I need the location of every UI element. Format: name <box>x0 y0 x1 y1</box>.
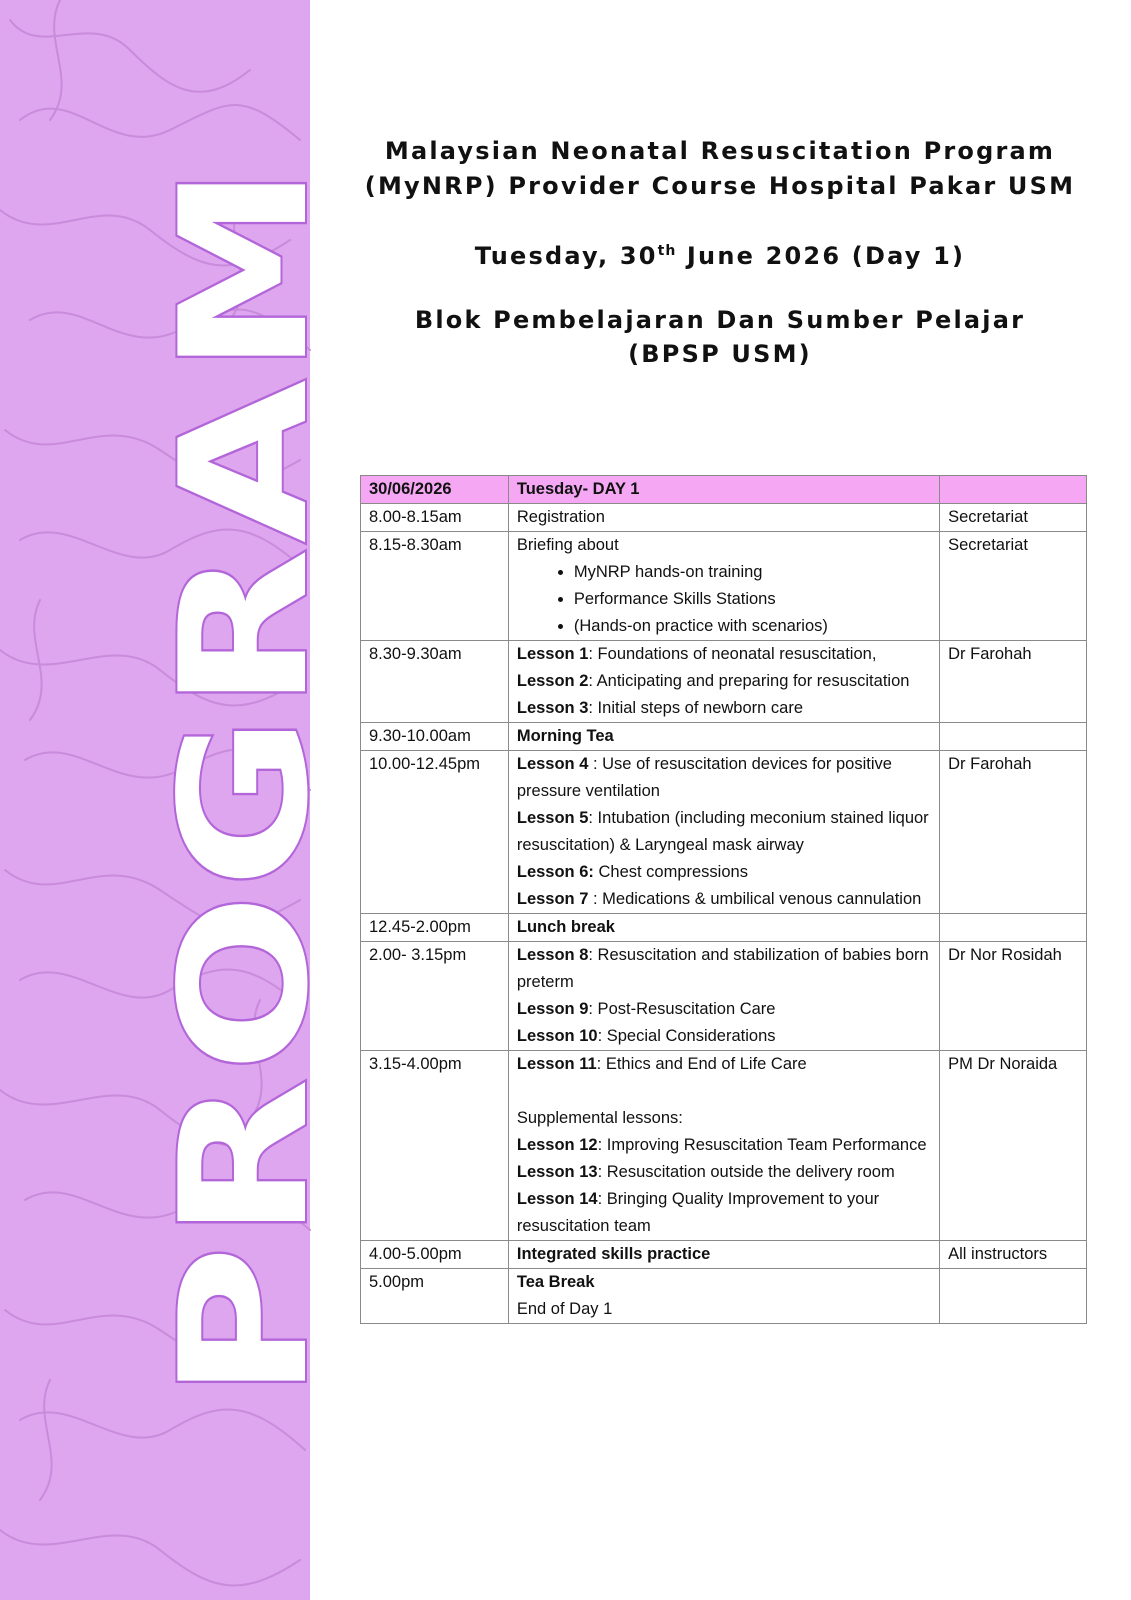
lesson-text: : Bringing Quality Improvement to your resuscitation team <box>516 1190 880 1235</box>
supplemental-heading: Supplemental lessons: <box>516 1109 683 1127</box>
row-activity <box>508 532 939 641</box>
lesson-item <box>517 942 931 996</box>
table-header-row <box>361 476 1087 504</box>
list-item: • MyNRP hands-on training <box>574 559 931 586</box>
row-speaker <box>940 914 1087 942</box>
lesson-text: : Initial steps of newborn care <box>588 699 804 717</box>
lesson-item <box>517 1186 931 1240</box>
lesson-item <box>517 996 931 1023</box>
activity-subtext: End of Day 1 <box>516 1300 613 1318</box>
row-time: 5.00pm <box>361 1269 509 1324</box>
venue-line2: (BPSP USM) <box>628 340 812 368</box>
lesson-text: Chest compressions <box>593 863 748 881</box>
lesson-label: Lesson 1 <box>516 645 589 663</box>
row-activity <box>508 942 939 1051</box>
lesson-item <box>517 805 931 859</box>
lesson-text: : Use of resuscitation devices for positive pressure ventilation <box>516 755 892 800</box>
row-time: 9.30-10.00am <box>361 723 509 751</box>
lesson-label: Lesson 14 <box>516 1190 598 1208</box>
row-time: 4.00-5.00pm <box>361 1241 509 1269</box>
header-date: 30/06/2026 <box>361 476 509 504</box>
row-speaker: Dr Nor Rosidah <box>940 942 1087 1051</box>
course-title-line2: (MyNRP) Provider Course Hospital Pakar USM <box>364 172 1076 200</box>
row-time: 10.00-12.45pm <box>361 751 509 914</box>
lesson-item <box>517 1159 931 1186</box>
row-speaker: Secretariat <box>940 504 1087 532</box>
table-row <box>361 914 1087 942</box>
row-activity <box>508 914 939 942</box>
lesson-text: : Intubation (including meconium stained liquor resuscitation) & Laryngeal mask airway <box>516 809 929 854</box>
row-activity <box>508 1051 939 1241</box>
lesson-label: Lesson 4 <box>516 755 589 773</box>
lesson-text: : Ethics and End of Life Care <box>596 1055 807 1073</box>
course-date <box>360 234 1080 273</box>
row-time: 8.30-9.30am <box>361 641 509 723</box>
lesson-label: Lesson 5 <box>516 809 589 827</box>
list-item: • Performance Skills Stations <box>574 586 931 613</box>
lesson-text: : Resuscitation and stabilization of babies born preterm <box>516 946 929 991</box>
activity-title: Integrated skills practice <box>516 1245 711 1263</box>
table-row <box>361 1269 1087 1324</box>
lesson-label: Lesson 8 <box>516 946 589 964</box>
row-activity <box>508 1269 939 1324</box>
lesson-item <box>517 641 931 668</box>
lesson-label: Lesson 12 <box>516 1136 598 1154</box>
lesson-label: Lesson 7 <box>516 890 589 908</box>
list-item: • (Hands-on practice with scenarios) <box>574 613 931 640</box>
table-row <box>361 723 1087 751</box>
header-extra <box>940 476 1087 504</box>
row-activity <box>508 723 939 751</box>
lesson-label: Lesson 11 <box>516 1055 597 1073</box>
row-time: 8.15-8.30am <box>361 532 509 641</box>
lesson-label: Lesson 3 <box>516 699 589 717</box>
row-activity <box>508 641 939 723</box>
lesson-text: : Resuscitation outside the delivery room <box>597 1163 895 1181</box>
table-row <box>361 532 1087 641</box>
lesson-text: : Improving Resuscitation Team Performance <box>597 1136 927 1154</box>
activity-title: Lunch break <box>516 918 615 936</box>
lesson-item <box>517 751 931 805</box>
row-time: 2.00- 3.15pm <box>361 942 509 1051</box>
row-activity <box>508 751 939 914</box>
program-vertical-title <box>0 0 347 1600</box>
program-word: PROGRAM <box>144 372 347 1400</box>
row-time: 3.15-4.00pm <box>361 1051 509 1241</box>
row-time: 8.00-8.15am <box>361 504 509 532</box>
activity-title: Tea Break <box>516 1273 595 1291</box>
row-speaker: All instructors <box>940 1241 1087 1269</box>
lesson-item <box>517 1132 931 1159</box>
lesson-item <box>517 1051 931 1078</box>
lesson-text: : Medications & umbilical venous cannulation <box>588 890 922 908</box>
row-time: 12.45-2.00pm <box>361 914 509 942</box>
lesson-item <box>517 668 931 695</box>
course-title <box>360 134 1080 204</box>
course-venue <box>360 303 1080 371</box>
lesson-text: : Post-Resuscitation Care <box>588 1000 776 1018</box>
lesson-text: : Anticipating and preparing for resuscitation <box>588 672 910 690</box>
row-speaker <box>940 1269 1087 1324</box>
header-day: Tuesday- DAY 1 <box>508 476 939 504</box>
row-speaker: Secretariat <box>940 532 1087 641</box>
venue-line1: Blok Pembelajaran Dan Sumber Pelajar <box>414 306 1026 334</box>
row-activity <box>508 1241 939 1269</box>
row-speaker <box>940 723 1087 751</box>
lesson-text: : Foundations of neonatal resuscitation, <box>588 645 877 663</box>
lesson-text: : Special Considerations <box>597 1027 776 1045</box>
table-row <box>361 504 1087 532</box>
lesson-label: Lesson 6: <box>516 863 594 881</box>
lesson-label: Lesson 9 <box>516 1000 589 1018</box>
lesson-label: Lesson 10 <box>516 1027 598 1045</box>
briefing-intro: Briefing about <box>516 536 619 554</box>
lesson-label: Lesson 2 <box>516 672 589 690</box>
date-ordinal: th <box>657 243 677 259</box>
lesson-item <box>517 1023 931 1050</box>
row-speaker: Dr Farohah <box>940 641 1087 723</box>
briefing-list <box>517 559 931 640</box>
date-suffix: June 2026 (Day 1) <box>676 242 966 270</box>
spacer <box>517 1078 931 1105</box>
course-title-line1: Malaysian Neonatal Resuscitation Program <box>384 137 1056 165</box>
date-prefix: Tuesday, 30 <box>474 242 658 270</box>
table-row <box>361 1241 1087 1269</box>
table-row <box>361 1051 1087 1241</box>
row-speaker: PM Dr Noraida <box>940 1051 1087 1241</box>
lesson-label: Lesson 13 <box>516 1163 598 1181</box>
activity-title: Morning Tea <box>516 727 614 745</box>
table-row <box>361 641 1087 723</box>
row-activity: Registration <box>508 504 939 532</box>
row-speaker: Dr Farohah <box>940 751 1087 914</box>
schedule-table <box>360 475 1087 1324</box>
table-row <box>361 751 1087 914</box>
lesson-item <box>517 859 931 886</box>
decorative-sidebar <box>0 0 347 1600</box>
table-row <box>361 942 1087 1051</box>
lesson-item <box>517 886 931 913</box>
lesson-item <box>517 695 931 722</box>
